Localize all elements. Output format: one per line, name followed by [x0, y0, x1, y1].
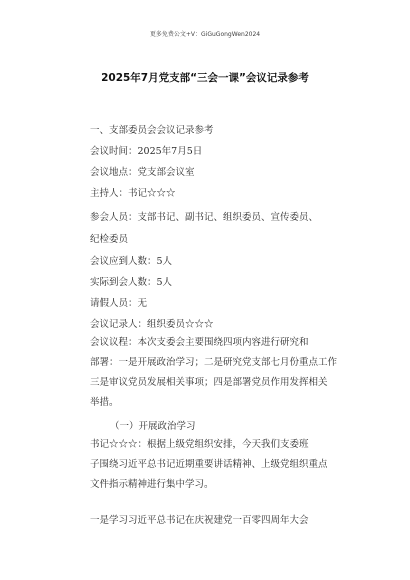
meeting-time: 会议时间：2025年7月5日 — [90, 146, 203, 157]
study-line: 书记☆☆☆：根据上级党组织安排，今天我们支委班 — [90, 439, 309, 450]
agenda-paragraph — [90, 333, 355, 413]
document-title: 2025年7月党支部“三会一课”会议记录参考 — [101, 72, 309, 84]
meeting-place: 会议地点：党支部会议室 — [90, 167, 195, 178]
actual-count: 实际到会人数：5人 — [90, 277, 173, 288]
agenda-line: 举措。 — [90, 397, 119, 408]
host: 主持人：书记☆☆☆ — [90, 188, 176, 199]
subsection-heading: （一）开展政治学习 — [110, 421, 196, 432]
study-line: 文件指示精神进行集中学习。 — [90, 479, 214, 490]
last-line: 一是学习习近平总书记在庆祝建党一百零四周年大会 — [90, 515, 309, 526]
agenda-line: 三是审议党员发展相关事项；四是部署党员作用发挥相关 — [90, 377, 328, 388]
header-note: 更多免费公文+V：GiGuGongWen2024 — [149, 31, 261, 38]
study-line: 子围绕习近平总书记近期重要讲话精神、上级党组织重点 — [90, 459, 328, 470]
agenda-line: 部署：一是开展政治学习；二是研究党支部七月份重点工作 — [90, 357, 338, 368]
recorder: 会议记录人：组织委员☆☆☆ — [90, 319, 214, 330]
expected-count: 会议应到人数：5人 — [90, 256, 173, 267]
attendees-line-2: 纪检委员 — [90, 234, 129, 245]
attendees-line-1: 参会人员：支部书记、副书记、组织委员、宣传委员、 — [90, 212, 319, 223]
absent-persons: 请假人员：无 — [90, 298, 148, 309]
section-heading: 一、支部委员会会议记录参考 — [90, 125, 214, 136]
study-paragraph — [90, 435, 355, 495]
agenda-line: 会议议程：本次支委会主要围绕四项内容进行研究和 — [90, 337, 309, 348]
